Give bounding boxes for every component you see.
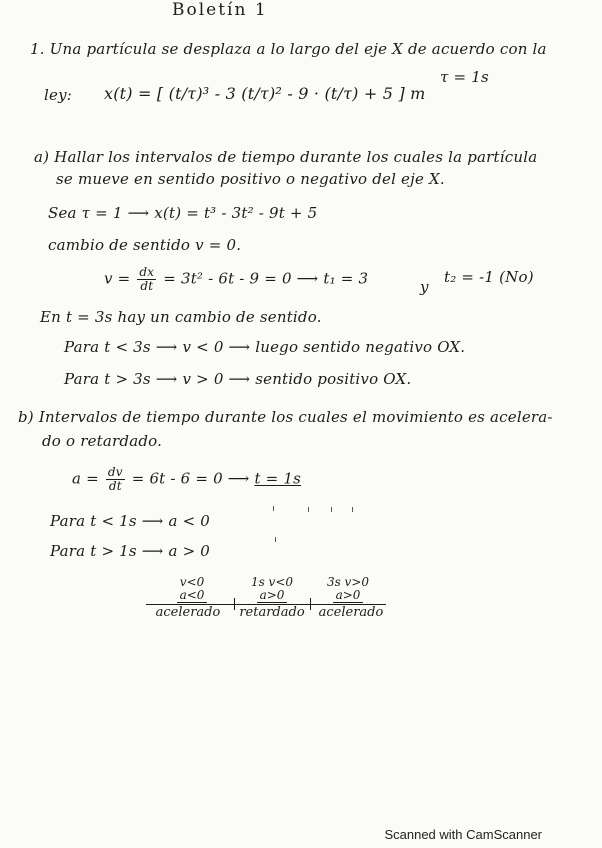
velocity-equation: [104, 266, 368, 293]
en-t3-line: En t = 3s hay un cambio de sentido.: [40, 308, 322, 326]
segment-bottom-label: acelerado: [318, 605, 384, 620]
v-rhs: = 3t² - 6t - 9 = 0 ⟶ t₁ = 3: [163, 269, 369, 288]
part-b-heading-line1: b) Intervalos de tiempo durante los cuales el movimiento es acelera-: [18, 408, 553, 426]
segment-middle-label: a<0: [177, 589, 208, 603]
scanner-watermark: Scanned with CamScanner: [384, 827, 542, 842]
segment-top-label: 1s v<0: [250, 575, 294, 589]
part-b-heading-line2: do o retardado.: [42, 432, 163, 450]
stray-mark: [273, 506, 274, 511]
dt-denominator: dt: [140, 279, 154, 293]
a-rhs: = 6t - 6 = 0 ⟶: [131, 469, 255, 488]
timeline-segment-2: [234, 576, 310, 603]
a-lhs: a =: [72, 469, 99, 488]
para-t-greater-1: Para t > 1s ⟶ a > 0: [50, 542, 211, 560]
stray-mark: [275, 537, 276, 542]
stray-mark: [352, 507, 353, 512]
segment-top-label: 3s v>0: [326, 575, 370, 589]
t2-root: t₂ = -1 (No): [444, 268, 534, 286]
a-result: t = 1s: [254, 469, 302, 488]
acceleration-equation: [72, 466, 301, 493]
para-t-less-1: Para t < 1s ⟶ a < 0: [50, 512, 211, 530]
segment-top-label: v<0: [179, 575, 205, 589]
ley-label: ley:: [44, 86, 73, 104]
problem-statement: 1. Una partícula se desplaza a lo largo del eje X de acuerdo con la: [30, 40, 547, 58]
para-t-greater-3: Para t > 3s ⟶ v > 0 ⟶ sentido positivo OX.: [64, 370, 412, 388]
part-a-heading-line2: se mueve en sentido positivo o negativo del eje X.: [56, 170, 445, 188]
y-conjunction: y: [420, 278, 429, 296]
para-t-less-3: Para t < 3s ⟶ v < 0 ⟶ luego sentido negativo OX.: [64, 338, 466, 356]
dv-dt-fraction: [106, 466, 125, 493]
segment-middle-label: a>0: [257, 589, 288, 603]
stray-mark: [331, 507, 332, 512]
dt-denominator-b: dt: [108, 479, 122, 493]
timeline-segment-1: [150, 576, 234, 603]
position-equation: x(t) = [ (t/τ)³ - 3 (t/τ)² - 9 · (t/τ) + 5 ] m: [104, 84, 426, 103]
part-a-heading-line1: a) Hallar los intervalos de tiempo durante los cuales la partícula: [34, 148, 538, 166]
segment-middle-label: a>0: [333, 589, 364, 603]
sea-tau-line: Sea τ = 1 ⟶ x(t) = t³ - 3t² - 9t + 5: [48, 204, 318, 222]
cambio-sentido-line: cambio de sentido v = 0.: [48, 236, 242, 254]
segment-bottom-label: retardado: [239, 605, 305, 620]
tau-given: τ = 1s: [440, 68, 489, 86]
stray-mark: [308, 507, 309, 512]
v-lhs: v =: [104, 269, 131, 288]
timeline-segment-3: [310, 576, 386, 603]
segment-bottom-label: acelerado: [155, 605, 221, 620]
dx-dt-fraction: [137, 266, 156, 293]
dx-numerator: dx: [139, 265, 155, 279]
dv-numerator: dv: [107, 465, 123, 479]
page-title: Boletín 1: [172, 0, 268, 20]
